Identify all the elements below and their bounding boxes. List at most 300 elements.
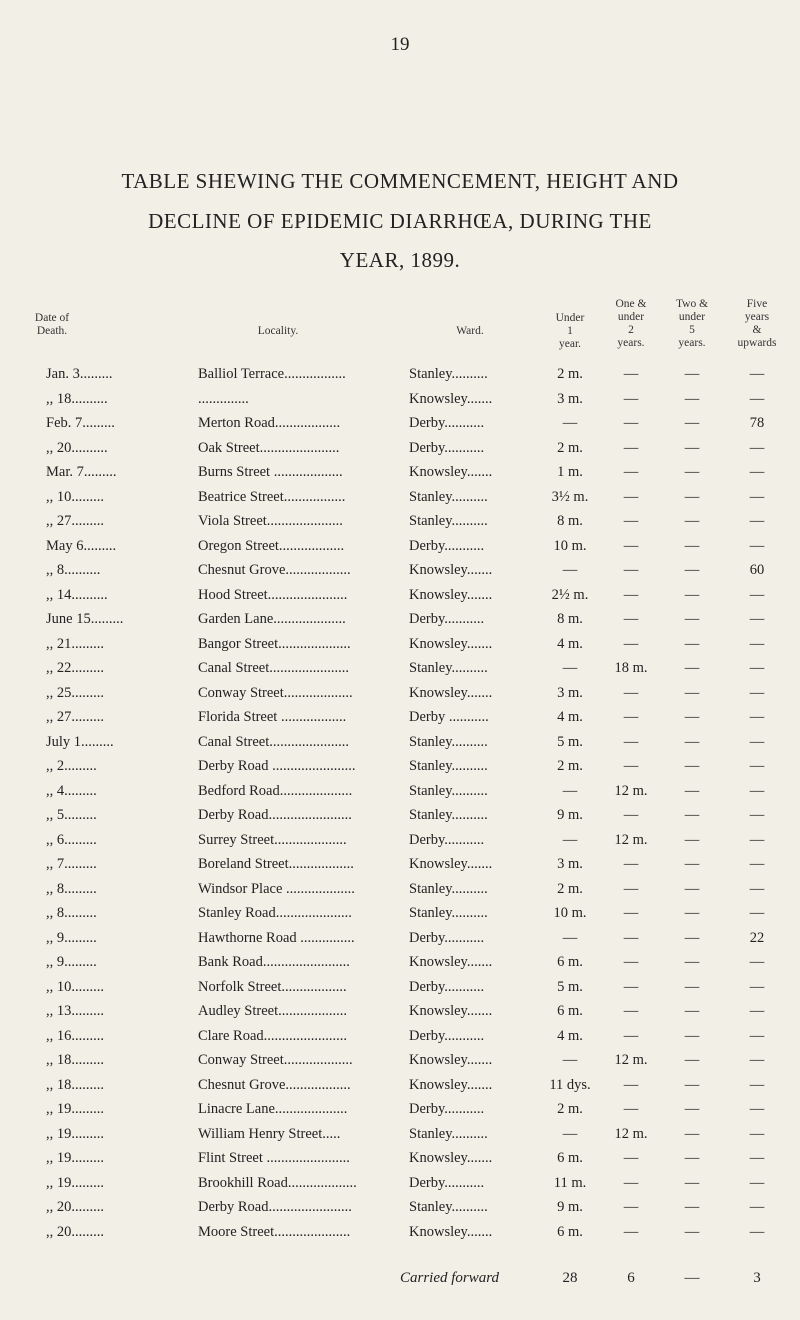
cell-ward: Knowsley....... [409,856,493,872]
cell-locality: Linacre Lane.................... [198,1101,348,1117]
table-row [0,513,800,537]
header-two-to-five: Two & under 5 years. [675,298,709,349]
cell-one-to-two: 18 m. [614,660,648,676]
cell-five-upwards: — [749,684,765,701]
cell-five-upwards: — [749,586,765,603]
table-row [0,709,800,733]
cell-five-upwards: — [749,1027,765,1044]
header-under1: Under 1 year. [555,312,585,350]
cell-two-to-five: — [684,586,700,603]
cell-under1: — [562,782,578,799]
cell-ward: Derby........... [409,1174,485,1191]
cell-date: ,, 19......... [46,1174,104,1191]
cell-ward: Derby........... [409,611,485,627]
cell-locality: Surrey Street.................... [198,831,347,848]
cell-locality: .............. [198,390,249,407]
cell-ward: Stanley.......... [409,488,488,505]
title-line-1: TABLE SHEWING THE COMMENCEMENT, HEIGHT AND [121,169,679,193]
cell-ward: Derby........... [409,1027,485,1044]
cell-five-upwards: — [749,488,765,505]
cell-under1: 3 m. [557,390,583,407]
cell-under1: 2 m. [557,439,583,456]
cell-under1: 2 m. [557,366,583,382]
cell-locality: Bank Road........................ [198,954,350,970]
cell-two-to-five: — [684,758,700,774]
cell-ward: Knowsley....... [409,1076,493,1093]
cell-date: ,, 4......... [46,782,97,799]
cell-locality: Windsor Place ................... [198,880,355,897]
cell-five-upwards: — [749,880,765,897]
cell-five-upwards: — [749,513,765,529]
table-row [0,1199,800,1223]
table-row [0,660,800,684]
header-locality: Locality. [257,325,299,337]
table-row [0,881,800,905]
cell-date: ,, 19......... [46,1101,104,1117]
cell-under1: — [562,929,578,946]
table-row [0,856,800,880]
table-row [0,832,800,856]
cell-ward: Knowsley....... [409,1003,493,1019]
table-row [0,979,800,1003]
cell-under1: — [562,660,578,676]
cell-two-to-five: — [684,807,700,823]
cell-date: ,, 20.......... [46,439,108,456]
table-row [0,1150,800,1174]
table-row [0,415,800,439]
cell-five-upwards: — [749,954,765,970]
cell-date: ,, 20......... [46,1223,104,1240]
cell-under1: 8 m. [557,611,583,627]
cell-locality: Bangor Street.................... [198,635,351,652]
cell-under1: 6 m. [557,1003,583,1019]
cell-two-to-five: — [684,1076,700,1093]
cell-ward: Derby........... [409,831,485,848]
cell-ward: Derby........... [409,1101,485,1117]
cell-two-to-five: — [684,1125,700,1142]
cell-ward: Knowsley....... [409,586,493,603]
cell-under1: 2 m. [557,758,583,774]
cell-date: ,, 27......... [46,513,104,529]
cell-one-to-two: — [623,978,639,995]
cell-ward: Knowsley....... [409,954,493,970]
cell-five-upwards: — [749,807,765,823]
title-line-2: DECLINE OF EPIDEMIC DIARRHŒA, DURING THE [148,209,652,233]
cell-one-to-two: — [623,807,639,823]
cell-under1: — [562,415,578,431]
cell-two-to-five: — [684,537,700,554]
cell-two-to-five: — [684,1174,700,1191]
cell-two-to-five: — [684,929,700,946]
cell-one-to-two: — [623,929,639,946]
cell-under1: 1 m. [557,464,583,480]
cell-one-to-two: — [623,1199,639,1215]
cell-ward: Derby ........... [409,709,489,725]
table-row [0,1052,800,1076]
cell-two-to-five: — [684,856,700,872]
cell-one-to-two: — [623,415,639,431]
cell-two-to-five: — [684,905,700,921]
cell-two-to-five: — [684,782,700,799]
cell-one-to-two: 12 m. [614,782,648,799]
cell-date: ,, 16......... [46,1027,104,1044]
cell-one-to-two: — [623,1027,639,1044]
cell-five-upwards: — [749,856,765,872]
cell-one-to-two: — [623,464,639,480]
cell-one-to-two: — [623,611,639,627]
cell-locality: Norfolk Street.................. [198,978,347,995]
cell-ward: Derby........... [409,978,485,995]
cell-under1: 10 m. [553,905,587,921]
cell-one-to-two: — [623,439,639,456]
cell-ward: Stanley.......... [409,1199,488,1215]
cell-five-upwards: — [749,709,765,725]
cell-under1: 8 m. [557,513,583,529]
table-row [0,734,800,758]
cell-locality: Flint Street ....................... [198,1150,350,1166]
cell-five-upwards: — [749,390,765,407]
cell-locality: Viola Street..................... [198,513,343,529]
cell-one-to-two: — [623,905,639,921]
cell-ward: Knowsley....... [409,1052,493,1068]
cell-under1: 9 m. [557,807,583,823]
cell-locality: Audley Street................... [198,1003,348,1019]
cell-five-upwards: — [749,905,765,921]
cell-date: ,, 18......... [46,1076,104,1093]
cell-five-upwards: — [749,1174,765,1191]
cell-one-to-two: — [623,513,639,529]
cell-ward: Stanley.......... [409,807,488,823]
cell-two-to-five: — [684,1199,700,1215]
cell-two-to-five: — [684,513,700,529]
cell-two-to-five: — [684,1003,700,1019]
cell-two-to-five: — [684,1150,700,1166]
cell-one-to-two: — [623,1101,639,1117]
cell-date: ,, 8......... [46,905,97,921]
cell-two-to-five: — [684,1223,700,1240]
header-date: Date of Death. [34,312,70,337]
cell-ward: Knowsley....... [409,635,493,652]
cell-ward: Stanley.......... [409,366,488,382]
cell-locality: Oak Street...................... [198,439,340,456]
cell-five-upwards: — [749,464,765,480]
cell-five-upwards: — [749,537,765,554]
cell-locality: Brookhill Road................... [198,1174,357,1191]
cell-five-upwards: — [749,733,765,750]
cell-two-to-five: — [684,415,700,431]
cell-ward: Knowsley....... [409,562,493,578]
cell-locality: Canal Street...................... [198,733,350,750]
carried-forward-row [0,1270,800,1294]
cell-locality: Garden Lane.................... [198,611,346,627]
cell-under1: 2 m. [557,880,583,897]
cell-one-to-two: — [623,586,639,603]
cell-date: June 15......... [46,611,124,627]
cell-under1: 6 m. [557,1150,583,1166]
cell-date: ,, 25......... [46,684,104,701]
cell-two-to-five: — [684,635,700,652]
cell-date: ,, 8......... [46,880,97,897]
cell-date: Jan. 3......... [46,366,113,382]
cell-ward: Stanley.......... [409,782,488,799]
cell-two-to-five: — [684,684,700,701]
cell-ward: Stanley.......... [409,733,488,750]
cell-locality: Florida Street .................. [198,709,347,725]
cell-under1: 10 m. [553,537,587,554]
table-row [0,611,800,635]
cell-date: ,, 13......... [46,1003,104,1019]
table-row [0,758,800,782]
table-row [0,1101,800,1125]
cell-two-to-five: — [684,366,700,382]
cell-two-to-five: — [684,611,700,627]
cell-ward: Stanley.......... [409,905,488,921]
cell-five-upwards: — [749,366,765,382]
cell-ward: Stanley.......... [409,1125,488,1142]
cell-date: ,, 21......... [46,635,104,652]
cell-date: Feb. 7......... [46,415,115,431]
cell-date: ,, 7......... [46,856,97,872]
table-row [0,440,800,464]
cell-locality: Oregon Street.................. [198,537,345,554]
cell-locality: Derby Road....................... [198,807,352,823]
cell-under1: 6 m. [557,1223,583,1240]
cell-under1: 11 m. [553,1174,587,1191]
cell-locality: Moore Street..................... [198,1223,351,1240]
cell-ward: Stanley.......... [409,880,488,897]
table-row [0,562,800,586]
table-row [0,464,800,488]
cell-under1: 4 m. [557,635,583,652]
cell-one-to-two: — [623,954,639,970]
cell-locality: Canal Street...................... [198,660,350,676]
cell-date: ,, 19......... [46,1150,104,1166]
cell-locality: Conway Street................... [198,1052,353,1068]
cell-under1: 4 m. [557,709,583,725]
table-row [0,636,800,660]
cell-five-upwards: — [749,782,765,799]
cell-date: Mar. 7......... [46,464,117,480]
cell-one-to-two: — [623,1223,639,1240]
carried-forward-label: Carried forward [400,1270,500,1286]
cell-date: May 6......... [46,537,117,554]
table-row [0,587,800,611]
table-row [0,1003,800,1027]
cell-under1: 5 m. [557,978,583,995]
cell-date: ,, 14.......... [46,586,108,603]
cell-two-to-five: — [684,831,700,848]
cell-locality: Burns Street ................... [198,464,343,480]
table-row [0,1028,800,1052]
cell-under1: 5 m. [557,733,583,750]
cell-locality: William Henry Street..... [198,1125,341,1142]
cell-two-to-five: — [684,733,700,750]
cell-two-to-five: — [684,1101,700,1117]
cell-one-to-two: — [623,635,639,652]
cell-five-upwards: — [749,1199,765,1215]
table-row [0,489,800,513]
cell-five-upwards: — [749,1223,765,1240]
cell-date: July 1......... [46,733,114,750]
cell-locality: Merton Road.................. [198,415,341,431]
cell-locality: Chesnut Grove.................. [198,562,351,578]
cell-one-to-two: — [623,709,639,725]
total-under1: 28 [562,1270,578,1286]
cell-locality: Hood Street...................... [198,586,348,603]
total-two-to-five: — [684,1270,700,1286]
table-row [0,1175,800,1199]
cell-five-upwards: — [749,758,765,774]
page-number: 19 [390,34,410,55]
cell-five-upwards: 78 [749,415,765,431]
cell-under1: 9 m. [557,1199,583,1215]
table-row [0,954,800,978]
cell-two-to-five: — [684,1027,700,1044]
cell-one-to-two: — [623,1174,639,1191]
cell-two-to-five: — [684,954,700,970]
cell-under1: 3½ m. [551,488,589,505]
cell-two-to-five: — [684,488,700,505]
title-line-3: YEAR, 1899. [339,248,461,272]
cell-under1: — [562,1052,578,1068]
cell-locality: Derby Road ....................... [198,758,356,774]
cell-date: ,, 8.......... [46,562,101,578]
cell-two-to-five: — [684,464,700,480]
cell-one-to-two: — [623,488,639,505]
cell-five-upwards: — [749,635,765,652]
cell-five-upwards: — [749,611,765,627]
cell-locality: Hawthorne Road ............... [198,929,355,946]
cell-five-upwards: — [749,1076,765,1093]
cell-five-upwards: — [749,1125,765,1142]
cell-under1: — [562,831,578,848]
cell-date: ,, 20......... [46,1199,104,1215]
cell-five-upwards: — [749,1052,765,1068]
cell-two-to-five: — [684,439,700,456]
cell-one-to-two: — [623,733,639,750]
header-five-upwards: Five years & upwards [737,298,777,349]
table-row [0,783,800,807]
cell-one-to-two: — [623,880,639,897]
header-one-to-two: One & under 2 years. [615,298,647,349]
cell-locality: Clare Road....................... [198,1027,348,1044]
cell-two-to-five: — [684,1052,700,1068]
cell-ward: Knowsley....... [409,464,493,480]
cell-date: ,, 5......... [46,807,97,823]
cell-date: ,, 22......... [46,660,104,676]
cell-ward: Knowsley....... [409,1150,493,1166]
cell-two-to-five: — [684,660,700,676]
cell-locality: Stanley Road..................... [198,905,352,921]
cell-ward: Derby........... [409,929,485,946]
table-row [0,538,800,562]
table-row [0,930,800,954]
cell-five-upwards: — [749,660,765,676]
cell-locality: Conway Street................... [198,684,353,701]
cell-date: ,, 10......... [46,978,104,995]
table-row [0,1224,800,1248]
cell-one-to-two: — [623,1150,639,1166]
cell-five-upwards: 22 [749,929,765,946]
table-row [0,1077,800,1101]
cell-two-to-five: — [684,880,700,897]
cell-ward: Derby........... [409,415,485,431]
cell-under1: 3 m. [557,684,583,701]
cell-ward: Stanley.......... [409,758,488,774]
cell-under1: 2 m. [557,1101,583,1117]
table-row [0,391,800,415]
cell-five-upwards: — [749,1150,765,1166]
cell-date: ,, 6......... [46,831,97,848]
cell-five-upwards: — [749,831,765,848]
cell-one-to-two: 12 m. [614,831,648,848]
cell-ward: Derby........... [409,537,485,554]
cell-date: ,, 9......... [46,954,97,970]
header-ward: Ward. [456,325,484,337]
cell-under1: 2½ m. [551,586,589,603]
cell-ward: Knowsley....... [409,684,493,701]
cell-five-upwards: 60 [749,562,765,578]
cell-one-to-two: — [623,758,639,774]
table-row [0,366,800,390]
cell-date: ,, 19......... [46,1125,104,1142]
cell-locality: Balliol Terrace................. [198,366,346,382]
cell-locality: Boreland Street.................. [198,856,354,872]
cell-one-to-two: — [623,1076,639,1093]
cell-one-to-two: — [623,1003,639,1019]
cell-one-to-two: — [623,366,639,382]
cell-date: ,, 18.......... [46,390,108,407]
cell-date: ,, 10......... [46,488,104,505]
cell-one-to-two: 12 m. [614,1052,648,1068]
cell-under1: 6 m. [557,954,583,970]
cell-under1: 4 m. [557,1027,583,1044]
cell-one-to-two: — [623,562,639,578]
cell-one-to-two: — [623,390,639,407]
cell-date: ,, 9......... [46,929,97,946]
cell-two-to-five: — [684,562,700,578]
cell-locality: Beatrice Street................. [198,488,346,505]
cell-date: ,, 18......... [46,1052,104,1068]
cell-locality: Derby Road....................... [198,1199,352,1215]
cell-under1: 3 m. [557,856,583,872]
cell-five-upwards: — [749,439,765,456]
cell-date: ,, 27......... [46,709,104,725]
cell-locality: Chesnut Grove.................. [198,1076,351,1093]
cell-five-upwards: — [749,1003,765,1019]
cell-one-to-two: 12 m. [614,1125,648,1142]
cell-one-to-two: — [623,537,639,554]
cell-two-to-five: — [684,390,700,407]
cell-under1: — [562,1125,578,1142]
total-one-to-two: 6 [627,1270,635,1286]
table-row [0,685,800,709]
cell-two-to-five: — [684,709,700,725]
cell-ward: Stanley.......... [409,660,488,676]
cell-under1: — [562,562,578,578]
cell-ward: Knowsley....... [409,390,493,407]
cell-under1: 11 dys. [549,1076,591,1093]
table-row [0,807,800,831]
cell-one-to-two: — [623,684,639,701]
cell-locality: Bedford Road.................... [198,782,353,799]
cell-ward: Knowsley....... [409,1223,493,1240]
table-row [0,1126,800,1150]
table-row [0,905,800,929]
cell-ward: Stanley.......... [409,513,488,529]
cell-date: ,, 2......... [46,758,97,774]
cell-ward: Derby........... [409,439,485,456]
